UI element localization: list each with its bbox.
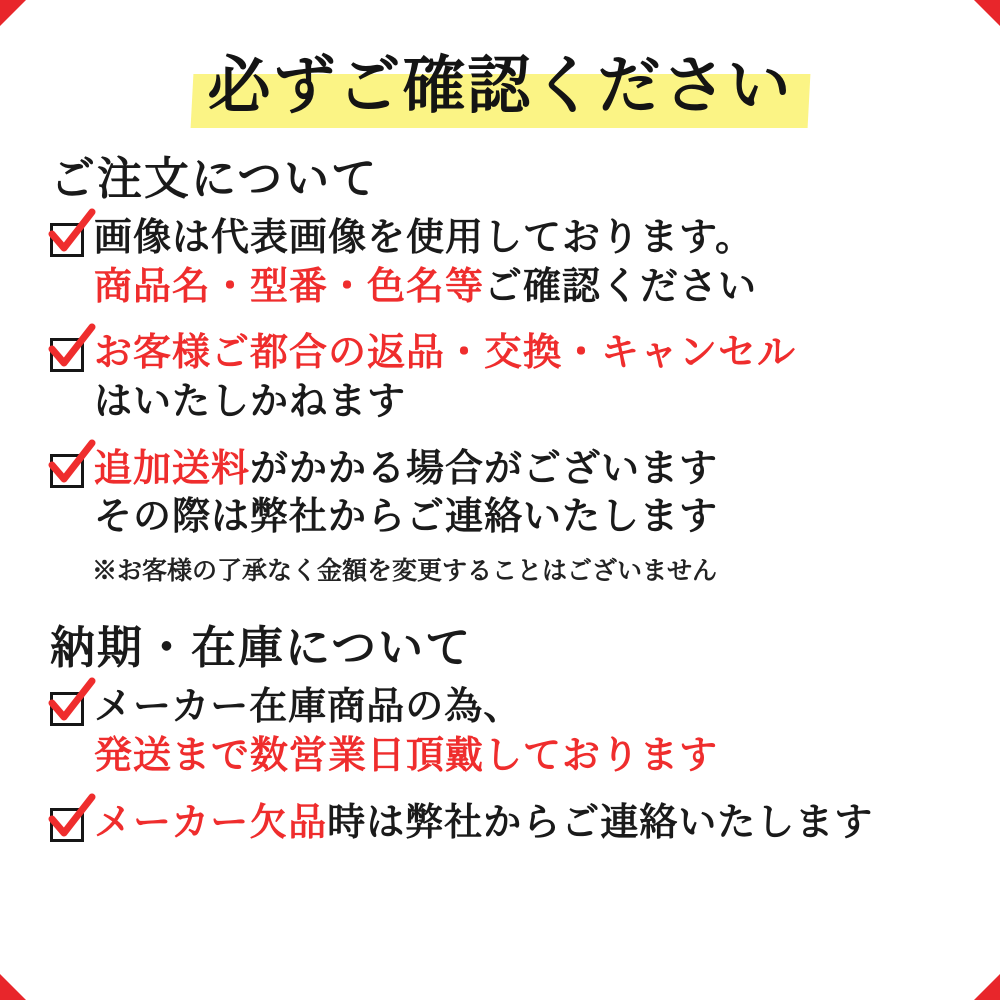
list-item-text bbox=[94, 328, 960, 425]
list-item-line: その際は弊社からご連絡いたします bbox=[94, 493, 719, 539]
page-title-label: 必ずご確認ください bbox=[207, 48, 793, 122]
list-item bbox=[50, 682, 960, 779]
list-item bbox=[50, 213, 960, 310]
plain-text: 時は弊社からご連絡いたします bbox=[327, 798, 874, 844]
list-item bbox=[50, 798, 960, 847]
list-item-line: メーカー在庫商品の為、 bbox=[94, 683, 523, 729]
footnote-text: ※お客様の了承なく金額を変更することはございません bbox=[92, 555, 718, 585]
section-heading-orders: ご注文について bbox=[50, 152, 379, 206]
emphasis-text: 追加送料 bbox=[94, 444, 251, 490]
section-heading-delivery: 納期・在庫について bbox=[50, 621, 473, 675]
emphasis-text: 商品名・型番・色名等 bbox=[94, 262, 485, 308]
list-item-line: はいたしかねます bbox=[94, 378, 407, 424]
emphasis-text: メーカー欠品 bbox=[94, 798, 328, 844]
list-item bbox=[50, 444, 960, 541]
corner-accent-bottom-right bbox=[974, 974, 1000, 1000]
list-item-text bbox=[94, 444, 960, 541]
list-item-line bbox=[94, 444, 960, 493]
list-item-text bbox=[94, 798, 960, 847]
plain-text: ご確認ください bbox=[484, 262, 758, 308]
list-item-text bbox=[94, 213, 960, 310]
list-item-line bbox=[94, 798, 960, 847]
list-item bbox=[50, 328, 960, 425]
page-title-container bbox=[40, 48, 960, 124]
corner-accent-top-left bbox=[0, 0, 26, 26]
list-item-line: 発送まで数営業日頂戴しております bbox=[94, 732, 719, 778]
checkmark-icon bbox=[50, 808, 84, 842]
corner-accent-top-right bbox=[974, 0, 1000, 26]
list-item-line: お客様ご都合の返品・交換・キャンセル bbox=[94, 329, 797, 375]
page-title bbox=[192, 48, 809, 124]
checkmark-icon bbox=[50, 223, 84, 257]
list-item-text bbox=[94, 682, 960, 779]
checkmark-icon bbox=[50, 454, 84, 488]
checkmark-icon bbox=[50, 338, 84, 372]
checkmark-icon bbox=[50, 692, 84, 726]
list-item-line: 画像は代表画像を使用しております。 bbox=[94, 214, 754, 260]
plain-text: がかかる場合がございます bbox=[250, 444, 719, 490]
corner-accent-bottom-left bbox=[0, 974, 26, 1000]
list-item-line bbox=[94, 262, 960, 311]
